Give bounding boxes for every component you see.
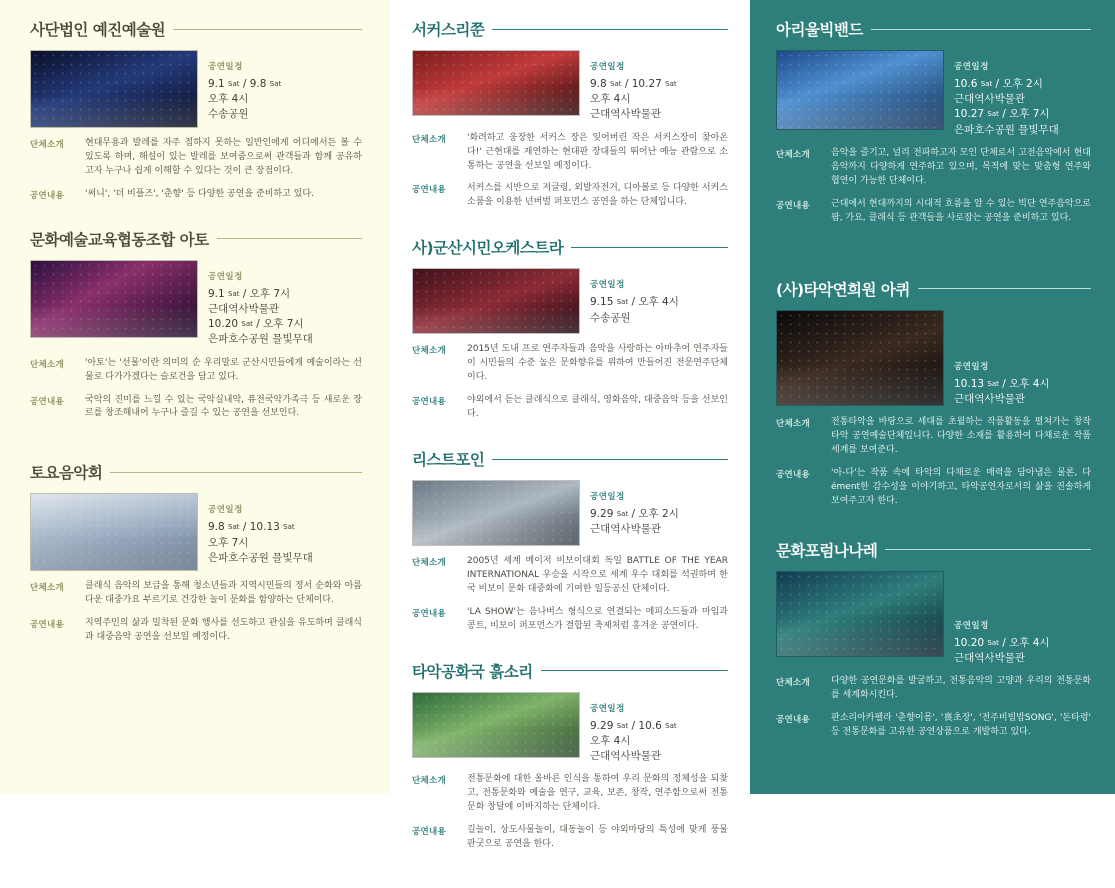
program-label: 공연내용 bbox=[412, 185, 447, 196]
schedule-line: 수송공원 bbox=[208, 108, 249, 121]
performance-photo bbox=[412, 692, 580, 758]
schedule-label: 공연일정 bbox=[590, 703, 625, 714]
schedule-label: 공연일정 bbox=[208, 271, 243, 282]
schedule-line: 근대역사박물관 bbox=[954, 392, 1026, 405]
schedule-line: 수송공원 bbox=[590, 311, 631, 324]
section-header bbox=[412, 448, 728, 470]
schedule-line: 9.29 Sat / 10.6 Sat bbox=[590, 719, 677, 732]
group-intro-label: 단체소개 bbox=[30, 359, 65, 370]
program-label: 공연내용 bbox=[412, 397, 447, 408]
schedule-line: 오후 4시 bbox=[208, 93, 249, 106]
schedule-label: 공연일정 bbox=[954, 62, 989, 72]
program-text: 서커스를 시반으로 저글링, 외발자전거, 디아볼로 등 다양한 서커스 소품을 이용한 넌버벌 퍼포먼스 공연을 하는 단체입니다. bbox=[467, 183, 728, 208]
schedule-line: 9.1 Sat / 오후 7시 bbox=[208, 287, 291, 300]
performance-photo bbox=[412, 268, 580, 334]
schedule-line: 10.20 Sat / 오후 7시 bbox=[208, 318, 304, 331]
group-intro-text: 전통타악을 바탕으로 세대를 초월하는 작품활동을 펼쳐가는 창작타악 공연예술단체입니다. 다양한 소재를 활용하여 다채로운 작품세계를 보여준다. bbox=[831, 417, 1091, 455]
performance-photo bbox=[30, 50, 198, 128]
section-header bbox=[776, 18, 1091, 40]
program-label: 공연내용 bbox=[412, 608, 447, 619]
schedule-line: 근대역사박물관 bbox=[590, 108, 662, 121]
group-intro-text: 현대무용과 발레를 자주 접하지 못하는 일반인에게 어디에서든 볼 수 있도록 하며, 해설이 있는 발레를 보여줌으로써 관객들과 함께 공유하고자 누구나 쉽게 이해할 수 있다는 것이 큰 장점이다. bbox=[85, 138, 362, 176]
title-rule bbox=[571, 247, 728, 248]
program-entry bbox=[30, 461, 362, 645]
title-rule bbox=[492, 29, 728, 30]
group-intro-text: 2015년 도내 프로 연주자들과 음악을 사랑하는 아마추어 연주자들이 시민들의 수준 높은 문화향유를 위하여 만들어진 전문연주단체이다. bbox=[467, 344, 728, 383]
group-intro-label: 단체소개 bbox=[412, 346, 447, 357]
schedule-line: 은파호수공원 믈빛무대 bbox=[208, 551, 313, 564]
program-entry bbox=[776, 278, 1091, 509]
schedule-line: 9.8 Sat / 10.27 Sat bbox=[590, 78, 677, 90]
schedule-line: 근대역사박물관 bbox=[954, 93, 1026, 106]
program-entry bbox=[412, 660, 728, 852]
performance-photo bbox=[776, 310, 944, 406]
schedule-label: 공연일정 bbox=[954, 361, 989, 372]
section-header bbox=[776, 539, 1091, 561]
title-rule bbox=[173, 29, 362, 30]
schedule-line: 10.20 Sat / 오후 4시 bbox=[954, 636, 1050, 649]
section-header bbox=[30, 461, 362, 483]
schedule-line: 근대역사박물관 bbox=[954, 651, 1026, 664]
program-label: 공연내용 bbox=[776, 714, 811, 725]
program-label: 공연내용 bbox=[30, 190, 65, 201]
section-header bbox=[412, 18, 728, 40]
section-header bbox=[412, 236, 728, 258]
title-rule bbox=[217, 238, 362, 239]
group-title: 서커스리쭌 bbox=[412, 21, 485, 39]
group-intro-label: 단체소개 bbox=[776, 678, 811, 689]
group-intro-text: 클래식 음악의 보급을 통해 청소년들과 지역시민들의 정서 순화와 아름다운 대중가요 부르기로 건강한 놀이 문화를 함양하는 단체이다. bbox=[85, 581, 362, 606]
title-rule bbox=[110, 472, 362, 473]
group-intro-label: 단체소개 bbox=[776, 149, 811, 160]
schedule-line: 근대역사박물관 bbox=[590, 523, 662, 536]
performance-photo bbox=[30, 260, 198, 338]
schedule-line: 오후 4시 bbox=[590, 734, 631, 747]
schedule-line: 10.6 Sat / 오후 2시 bbox=[954, 78, 1043, 90]
program-label: 공연내용 bbox=[776, 469, 811, 480]
title-rule bbox=[492, 459, 728, 460]
program-text: '써니', '더 비플즈', '춘향' 등 다양한 공연을 준비하고 있다. bbox=[85, 188, 314, 199]
group-title: 리스트포인 bbox=[412, 451, 485, 470]
group-title: 아리울빅밴드 bbox=[776, 21, 863, 39]
program-entry bbox=[412, 448, 728, 634]
section-header bbox=[776, 278, 1091, 300]
schedule-line: 9.8 Sat / 10.13 Sat bbox=[208, 521, 295, 534]
section-header bbox=[30, 18, 362, 40]
program-entry bbox=[412, 236, 728, 422]
group-title: 문화포럼나나레 bbox=[776, 541, 878, 560]
schedule-line: 9.15 Sat / 오후 4시 bbox=[590, 296, 679, 309]
program-label: 공연내용 bbox=[412, 827, 447, 838]
group-title: 사)군산시민오케스트라 bbox=[412, 239, 564, 258]
column-center bbox=[390, 0, 750, 850]
program-text: 국악의 진미를 느낄 수 있는 국악실내악, 퓨전국악가족극 등 새로운 장르를 창조해내어 누구나 즐길 수 있는 공연을 선보인다. bbox=[85, 394, 362, 419]
title-rule bbox=[871, 29, 1091, 30]
group-intro-label: 단체소개 bbox=[776, 419, 811, 429]
schedule-label: 공연일정 bbox=[954, 620, 989, 631]
title-rule bbox=[918, 288, 1091, 289]
group-intro-text: '아토'는 '선물'이란 의미의 순 우리말로 군산시민들에게 예술이라는 선물로 다가가겠다는 슬로건을 담고 있다. bbox=[85, 357, 362, 382]
performance-photo bbox=[776, 571, 944, 657]
group-intro-text: 다양한 공연문화를 발굴하고, 전통음악의 고양과 우리의 전통문화를 세계화시킨다. bbox=[831, 676, 1091, 700]
schedule-line: 근대역사박물관 bbox=[208, 302, 280, 315]
performance-photo bbox=[412, 480, 580, 546]
group-intro-label: 단체소개 bbox=[30, 140, 65, 150]
group-intro-text: 전통문화에 대한 올바른 인식을 통하여 우리 문화의 정체성을 되찾고, 전통문화와 예술을 연구, 교육, 보존, 창작, 연주함으로써 전통문화 창달에 이바지하는 단체이다. bbox=[467, 774, 728, 813]
program-text: 'LA SHOW'는 음나버스 형식으로 연결되는 에피소드들과 마임과 콩트, 비보이 퍼포먼스가 결합된 축제처럼 흥겨운 공연이다. bbox=[467, 606, 728, 631]
schedule-line: 근대역사박물관 bbox=[590, 750, 662, 763]
program-label: 공연내용 bbox=[30, 620, 65, 631]
group-title: 타악공화국 흙소리 bbox=[412, 662, 533, 681]
schedule-label: 공연일정 bbox=[208, 62, 243, 72]
group-intro-text: 2005년 세계 메이저 비보이대회 독일 BATTLE OF THE YEAR INTERNATIONAL 우승을 시작으로 세계 우수 대회를 석권하며 한국 비보이 문화 대중화에 기여한 일등공신 단체이다. bbox=[467, 556, 728, 594]
schedule-line: 9.1 Sat / 9.8 Sat bbox=[208, 78, 282, 90]
title-rule bbox=[885, 549, 1091, 550]
schedule-label: 공연일정 bbox=[590, 280, 625, 291]
schedule-line: 10.27 Sat / 오후 7시 bbox=[954, 108, 1050, 121]
program-entry bbox=[412, 18, 728, 210]
group-intro-text: '화려하고 웅장한 서커스 장은 잊어버린 작은 서커스장이 찾아온다!' 근현대를 재연하는 현대판 장대들의 뛰어난 예능 관람으로 소통하는 공연을 선보일 예정이다. bbox=[467, 132, 728, 171]
schedule-label: 공연일정 bbox=[590, 492, 625, 503]
program-label: 공연내용 bbox=[30, 396, 65, 407]
program-text: 지역주민의 삶과 밀착된 문화 행사를 선도하고 관심을 유도하며 클래식과 대중음악 공연을 선보일 예정이다. bbox=[85, 618, 362, 643]
schedule-line: 오후 7시 bbox=[208, 536, 249, 549]
program-text: 근대에서 현대까지의 시대적 흐름을 알 수 있는 빅단 연주음악으로 팝, 가요, 클래식 등 관객들을 사로잡는 공연을 준비하고 있다. bbox=[831, 198, 1091, 223]
group-title: 사단법인 예진예술원 bbox=[30, 21, 166, 39]
group-title: (사)타악연희원 아퀴 bbox=[776, 280, 910, 299]
program-label: 공연내용 bbox=[776, 200, 811, 211]
group-title: 토요음악회 bbox=[30, 464, 103, 483]
program-text: 판소리아카펠라 '춘향이몸', '喪초장', '전주비빔밥SONG', '돈타령' 등 전통문화를 고유한 공연상품으로 개발하고 있다. bbox=[831, 712, 1091, 737]
section-header bbox=[30, 228, 362, 250]
program-text: '아-다'는 작품 속에 타악의 다채로운 매력을 담아냄은 물론, 다ément한 감수성을 이야기하고, 타악공연자로서의 삶을 진솔하게 보여주고자 한다. bbox=[831, 467, 1091, 506]
section-header bbox=[412, 660, 728, 682]
group-intro-label: 단체소개 bbox=[30, 583, 65, 594]
schedule-line: 오후 4시 bbox=[590, 93, 631, 106]
schedule-line: 은파호수공원 믈빛무대 bbox=[208, 333, 313, 346]
program-text: 야외에서 듣는 클래식으로 클래식, 영화음악, 대중음악 등을 선보인다. bbox=[467, 395, 728, 420]
schedule-line: 10.13 Sat / 오후 4시 bbox=[954, 377, 1050, 390]
column-left bbox=[0, 0, 390, 794]
program-entry bbox=[30, 228, 362, 422]
program-entry bbox=[30, 18, 362, 202]
schedule-line: 9.29 Sat / 오후 2시 bbox=[590, 508, 679, 521]
group-intro-text: 음악을 즐기고, 널리 전파하고자 모인 단체로서 고전음악에서 현대음악까지 다양하게 연주하고 있으며, 목적에 맞는 맞춤형 연주와 협연이 가능한 단체이다. bbox=[831, 147, 1091, 186]
group-title: 문화예술교육협동조합 아토 bbox=[30, 230, 209, 249]
performance-photo bbox=[412, 50, 580, 116]
group-intro-label: 단체소개 bbox=[412, 776, 447, 787]
column-right bbox=[750, 0, 1115, 794]
schedule-label: 공연일정 bbox=[590, 62, 625, 72]
schedule-label: 공연일정 bbox=[208, 505, 243, 516]
group-intro-label: 단체소개 bbox=[412, 558, 447, 569]
performance-photo bbox=[776, 50, 944, 130]
performance-photo bbox=[30, 493, 198, 571]
schedule-line: 은파호수공원 믈빛무대 bbox=[954, 123, 1059, 136]
title-rule bbox=[541, 670, 728, 671]
group-intro-label: 단체소개 bbox=[412, 134, 447, 145]
program-entry bbox=[776, 539, 1091, 740]
program-text: 길놀이, 상도사물놀이, 대동놀이 등 야외마당의 특성에 맞게 풍물 판굿으로 공연을 한다. bbox=[467, 825, 728, 850]
program-entry bbox=[776, 18, 1091, 226]
